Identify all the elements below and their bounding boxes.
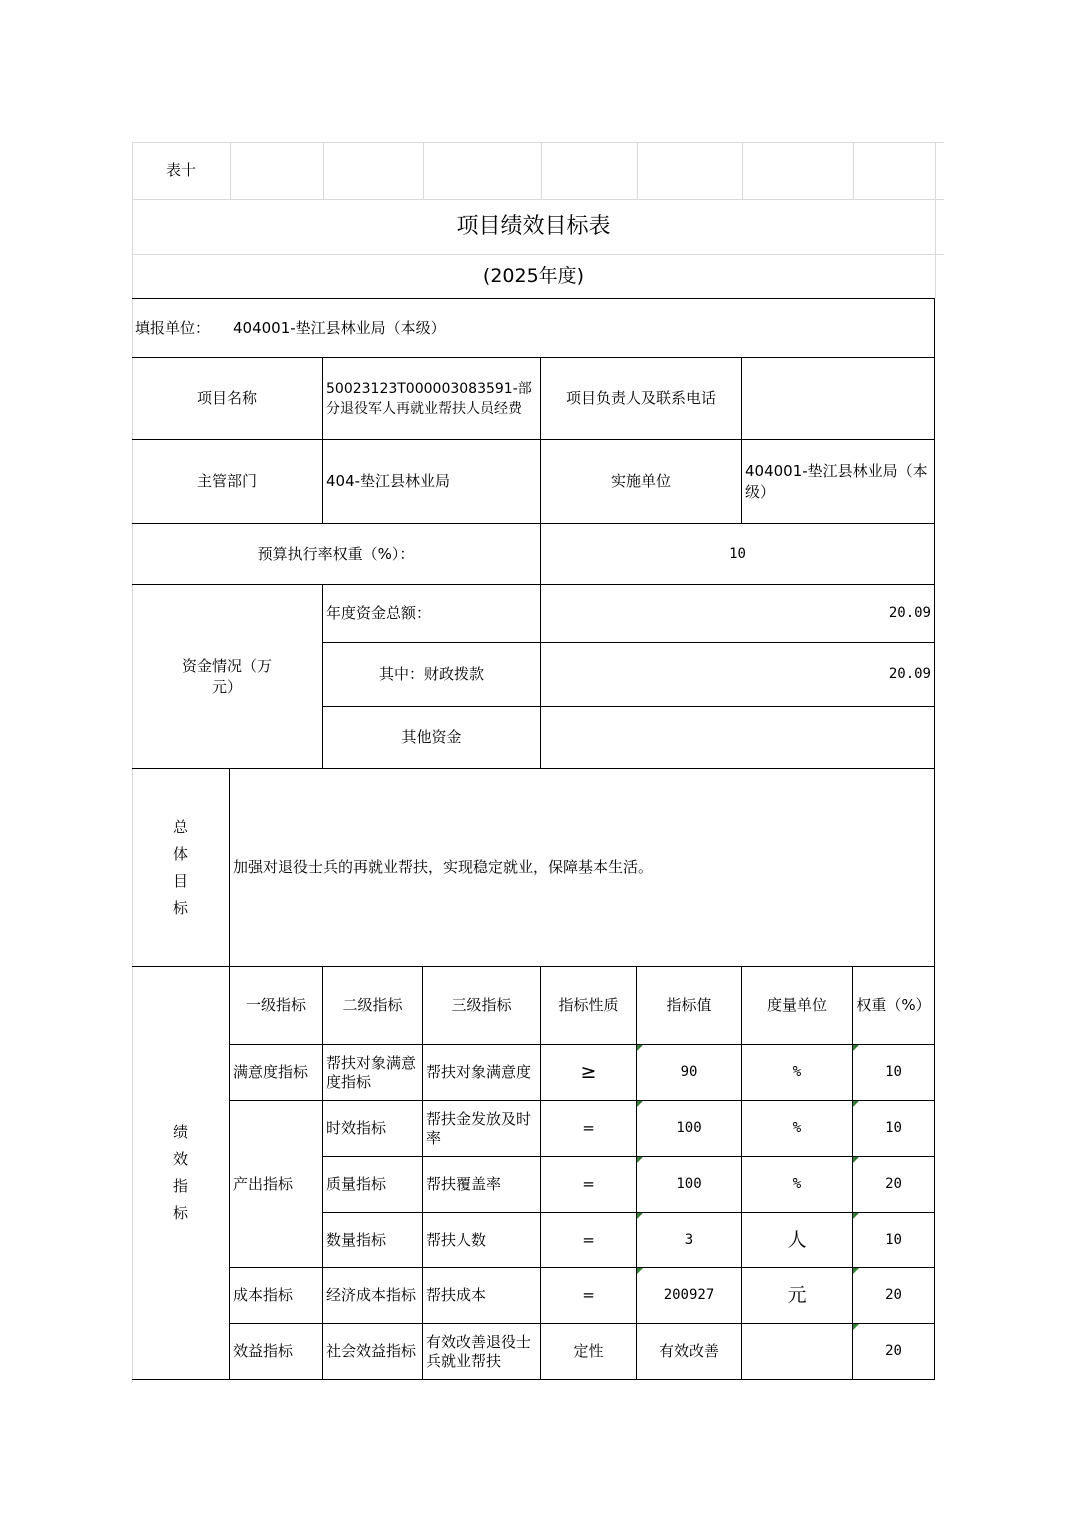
row-level1: 满意度指标 (230, 1045, 323, 1101)
row-value (637, 1157, 742, 1213)
row-weight (853, 1268, 935, 1324)
dept-label: 主管部门 (132, 440, 323, 524)
budget-weight-value: 10 (541, 524, 935, 585)
funds-fiscal-value: 20.09 (541, 643, 935, 707)
cell-flag-icon (637, 1157, 643, 1163)
funds-total-value: 20.09 (541, 585, 935, 643)
funds-other-value (541, 707, 935, 769)
contact-label: 项目负责人及联系电话 (541, 358, 742, 440)
row-level2: 经济成本指标 (323, 1268, 423, 1324)
impl-label: 实施单位 (541, 440, 742, 524)
cell-flag-icon (637, 1213, 643, 1219)
header-value: 指标值 (637, 967, 742, 1045)
row-nature: = (541, 1157, 637, 1213)
fill-unit-value: 404001-垫江县林业局（本级） (230, 298, 935, 358)
row-value (637, 1213, 742, 1268)
row-weight-text: 10 (885, 1064, 902, 1080)
row-level3: 有效改善退役士兵就业帮扶 (423, 1324, 541, 1380)
page-subtitle: (2025年度) (482, 264, 585, 287)
row-value-text: 3 (684, 1231, 694, 1248)
row-weight-text: 20 (885, 1343, 902, 1359)
row-level1: 成本指标 (230, 1268, 323, 1324)
header-unit: 度量单位 (742, 967, 853, 1045)
page-title: 项目绩效目标表 (456, 214, 611, 239)
header-nature: 指标性质 (541, 967, 637, 1045)
goal-label: 总体目标 (132, 769, 230, 967)
project-name-value: 50023123T000003083591-部分退役军人再就业帮扶人员经费 (323, 358, 541, 440)
row-nature: ≥ (541, 1045, 637, 1101)
row-unit: 人 (742, 1213, 853, 1268)
cell-flag-icon (853, 1157, 859, 1163)
row-value-text: 100 (676, 1120, 702, 1136)
budget-weight-label: 预算执行率权重（%）： (132, 524, 541, 585)
row-value-text: 90 (680, 1064, 698, 1080)
row-level3: 帮扶金发放及时率 (423, 1101, 541, 1157)
dept-value: 404-垫江县林业局 (323, 440, 541, 524)
row-level3: 帮扶覆盖率 (423, 1157, 541, 1213)
cell-flag-icon (853, 1045, 859, 1051)
row-level1-merged: 产出指标 (230, 1101, 323, 1268)
row-value (637, 1045, 742, 1101)
row-nature: = (541, 1101, 637, 1157)
cell-flag-icon (853, 1268, 859, 1274)
row-weight (853, 1213, 935, 1268)
row-weight (853, 1045, 935, 1101)
row-level2: 时效指标 (323, 1101, 423, 1157)
row-nature: = (541, 1268, 637, 1324)
table-label: 表十 (165, 161, 196, 179)
fill-unit-label: 填报单位： (132, 298, 230, 358)
row-nature: 定性 (541, 1324, 637, 1380)
cell-flag-icon (853, 1324, 859, 1330)
performance-target-sheet (132, 142, 944, 1382)
row-unit: % (742, 1045, 853, 1101)
cell-flag-icon (637, 1045, 643, 1051)
row-value (637, 1268, 742, 1324)
row-weight (853, 1101, 935, 1157)
row-level3: 帮扶人数 (423, 1213, 541, 1268)
row-nature: = (541, 1213, 637, 1268)
row-value: 有效改善 (637, 1324, 742, 1380)
goal-text: 加强对退役士兵的再就业帮扶，实现稳定就业，保障基本生活。 (230, 769, 935, 967)
impl-value: 404001-垫江县林业局（本级） (742, 440, 935, 524)
row-unit (742, 1324, 853, 1380)
row-level3: 帮扶对象满意度 (423, 1045, 541, 1101)
row-weight-text: 20 (885, 1176, 902, 1192)
cell-flag-icon (637, 1101, 643, 1107)
row-unit: % (742, 1101, 853, 1157)
header-level1: 一级指标 (230, 967, 323, 1045)
row-unit: 元 (742, 1268, 853, 1324)
row-level2: 质量指标 (323, 1157, 423, 1213)
row-level3: 帮扶成本 (423, 1268, 541, 1324)
row-weight-text: 20 (885, 1287, 902, 1303)
header-level3: 三级指标 (423, 967, 541, 1045)
cell-flag-icon (853, 1213, 859, 1219)
funds-total-label: 年度资金总额： (323, 585, 541, 643)
cell-flag-icon (853, 1101, 859, 1107)
row-value (637, 1101, 742, 1157)
row-unit: % (742, 1157, 853, 1213)
row-weight-text: 10 (885, 1120, 902, 1136)
row-level2: 社会效益指标 (323, 1324, 423, 1380)
project-name-label: 项目名称 (132, 358, 323, 440)
row-level1: 效益指标 (230, 1324, 323, 1380)
row-weight (853, 1157, 935, 1213)
row-weight (853, 1324, 935, 1380)
row-weight-text: 10 (885, 1231, 902, 1248)
funds-other-label: 其他资金 (323, 707, 541, 769)
contact-value (742, 358, 935, 440)
row-value-text: 100 (676, 1176, 702, 1192)
cell-flag-icon (637, 1268, 643, 1274)
row-level2: 数量指标 (323, 1213, 423, 1268)
indicator-section-label: 绩效指标 (132, 967, 230, 1380)
row-level2: 帮扶对象满意度指标 (323, 1045, 423, 1101)
funds-label: 资金情况（万元） (132, 585, 323, 769)
header-weight: 权重（%） (853, 967, 935, 1045)
funds-fiscal-label: 其中：财政拨款 (323, 643, 541, 707)
row-value-text: 200927 (663, 1287, 715, 1303)
header-level2: 二级指标 (323, 967, 423, 1045)
